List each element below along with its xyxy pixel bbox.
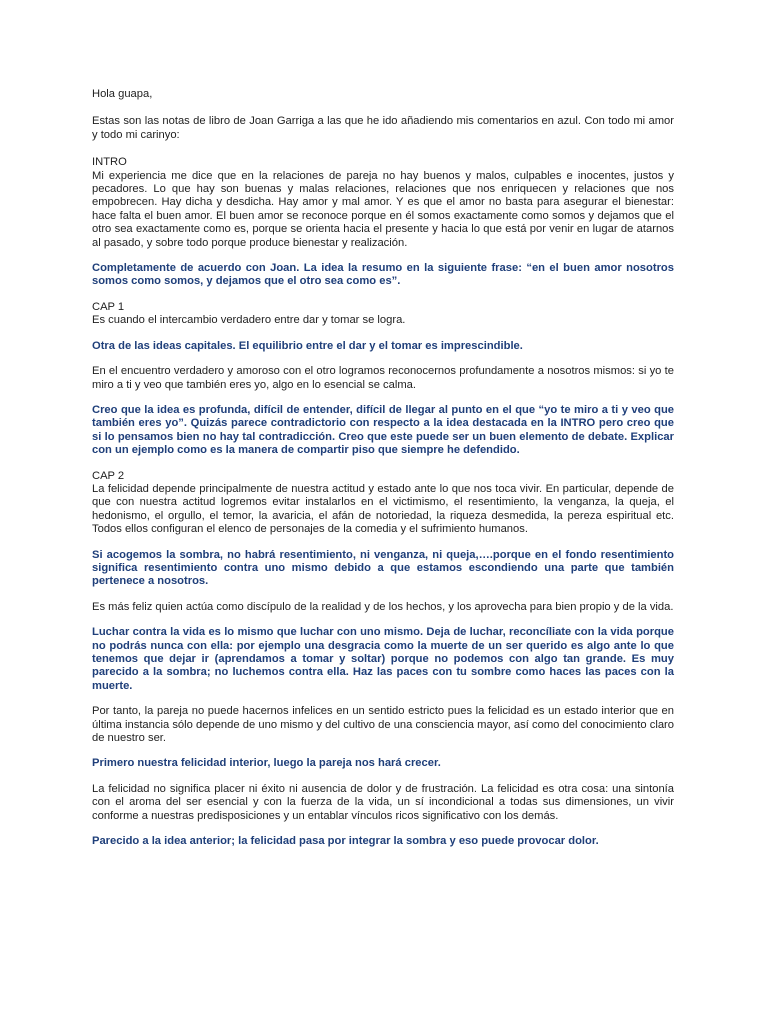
intro-comment: Completamente de acuerdo con Joan. La idea la resumo en la siguiente frase: “en el buen amor nosotros somos como somos, y dejamos que el otro sea como es”. (92, 262, 674, 288)
cap2-body-2: Es más feliz quien actúa como discípulo de la realidad y de los hechos, y los aprovecha para bien propio y de la vida. (92, 600, 674, 613)
intro-paragraph: Estas son las notas de libro de Joan Garriga a las que he ido añadiendo mis comentarios en azul. Con todo mi amor y todo mi carinyo: (92, 115, 674, 141)
cap2-comment-4: Parecido a la idea anterior; la felicidad pasa por integrar la sombra y eso puede provocar dolor. (92, 835, 599, 848)
cap2-body-4: La felicidad no significa placer ni éxito ni ausencia de dolor y de frustración. La felicidad es otra cosa: una sintonía con el aroma del ser esencial y con la fuerza de la vida, un sí incondicional a todas sus dimensiones, un vivir conforme a nuestras predisposiciones y un entablar vínculos ricos significativo con los demás. (92, 782, 674, 822)
cap2-body: La felicidad depende principalmente de nuestra actitud y estado ante lo que nos toca vivir. En particular, depende de que con nuestra actitud logremos evitar instalarlos en el victimismo, el resentimiento, la venganza, la queja, el hedonismo, el orgullo, el temor, la avaricia, el afán de notoriedad, la riqueza desmedida, la pereza espiritual etc. Todos ellos configuran el elenco de personajes de la comedia y el sufrimiento humanos. (92, 482, 674, 536)
document-page (92, 88, 674, 860)
section-heading-cap1: CAP 1 (92, 300, 125, 313)
section-heading-intro: INTRO (92, 156, 127, 169)
cap2-comment-2: Luchar contra la vida es lo mismo que luchar con uno mismo. Deja de luchar, reconcíliate con la vida porque no podrás nunca con ella: por ejemplo una desgracia como la muerte de un ser querido es algo ante lo que tenemos que dejar ir (aprendamos a tomar y soltar) porque no podemos con algo tan grande. Es muy parecido a la sombra; no luchemos contra ella. Haz las paces con tu sombre como haces las paces con la muerte. (92, 626, 674, 692)
cap1-comment-2: Creo que la idea es profunda, difícil de entender, difícil de llegar al punto en el que “yo te miro a ti y veo que también eres yo”. Quizás parece contradictorio con respecto a la idea destacada en la INTRO pero creo que si lo pensamos bien no hay tal contradicción. Creo que este puede ser un buen elemento de debate. Explicar con un ejemplo como es la manera de compartir piso que siempre he defendido. (92, 403, 674, 457)
cap1-comment-1: Otra de las ideas capitales. El equilibrio entre el dar y el tomar es imprescindible. (92, 339, 523, 352)
cap2-body-3: Por tanto, la pareja no puede hacernos infelices en un sentido estricto pues la felicidad es un estado interior que en última instancia sólo depende de uno mismo y del cultivo de una consciencia mayor, así como del conocimiento claro de nuestro ser. (92, 705, 674, 745)
intro-body: Mi experiencia me dice que en la relaciones de pareja no hay buenos y malos, culpables e inocentes, justos y pecadores. Lo que hay son buenas y malas relaciones, relaciones que nos enriquecen y relaciones que nos empobrecen. Hay dicha y desdicha. Hay amor y mal amor. Y es que el amor no basta para asegurar el bienestar: hace falta el buen amor. El buen amor se reconoce porque en él somos exactamente como somos y dejamos que el otro sea exactamente como es, porque se orienta hacia el presente y hacia lo que está por venir en lugar de atarnos al pasado, y sobre todo porque produce bienestar y realización. (92, 169, 674, 249)
cap1-body: Es cuando el intercambio verdadero entre dar y tomar se logra. (92, 314, 406, 327)
cap2-comment-3: Primero nuestra felicidad interior, luego la pareja nos hará crecer. (92, 757, 441, 770)
section-heading-cap2: CAP 2 (92, 469, 125, 482)
cap2-comment-1: Si acogemos la sombra, no habrá resentimiento, ni venganza, ni queja,….porque en el fondo resentimiento significa resentimiento contra uno mismo debido a que estamos escondiendo una parte que también pertenece a nosotros. (92, 548, 674, 588)
greeting: Hola guapa, (92, 88, 153, 100)
cap1-body-2: En el encuentro verdadero y amoroso con el otro logramos reconocernos profundamente a nosotros mismos: si yo te miro a ti y veo que también eres yo, algo en lo esencial se calma. (92, 365, 674, 391)
